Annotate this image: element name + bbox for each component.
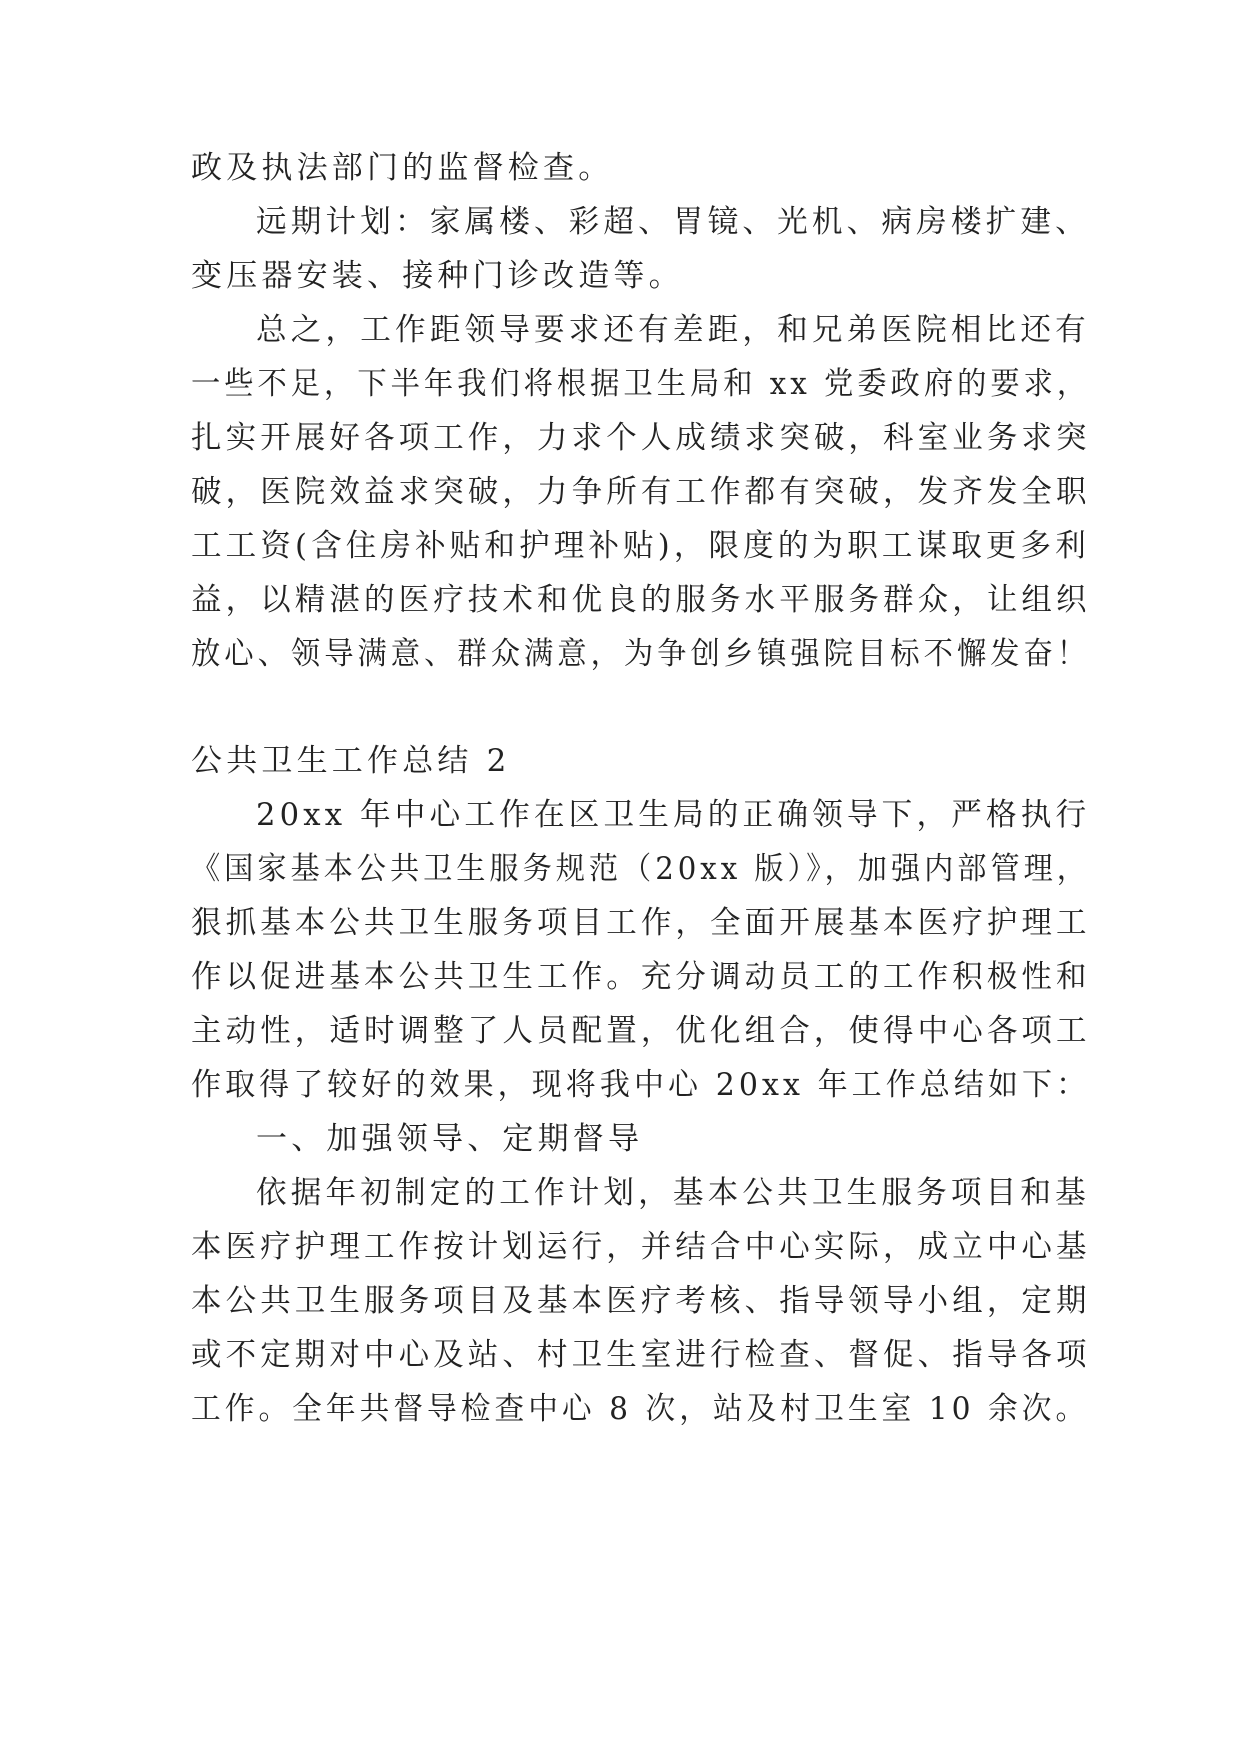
paragraph-line: 20xx 年中心工作在区卫生局的正确领导下，严格执行 — [256, 797, 1091, 833]
paragraph-line: 一些不足，下半年我们将根据卫生局和 xx 党委政府的要求， — [191, 366, 1091, 402]
paragraph-line: 或不定期对中心及站、村卫生室进行检查、督促、指导各项 — [191, 1337, 1091, 1373]
paragraph-line: 政及执法部门的监督检查。 — [191, 150, 614, 186]
paragraph-line: 依据年初制定的工作计划，基本公共卫生服务项目和基 — [256, 1175, 1090, 1211]
paragraph-line: 破，医院效益求突破，力争所有工作都有突破，发齐发全职 — [191, 474, 1091, 510]
paragraph-line: 主动性，适时调整了人员配置，优化组合，使得中心各项工 — [191, 1013, 1091, 1049]
subheading: 一、加强领导、定期督导 — [256, 1121, 644, 1157]
paragraph-line: 变压器安装、接种门诊改造等。 — [191, 258, 684, 294]
paragraph-line: 工作。全年共督导检查中心 8 次，站及村卫生室 10 余次。 — [191, 1391, 1090, 1427]
paragraph-line: 扎实开展好各项工作，力求个人成绩求突破，科室业务求突 — [191, 420, 1091, 456]
paragraph-line: 本公共卫生服务项目及基本医疗考核、指导领导小组，定期 — [191, 1283, 1091, 1319]
paragraph-line: 放心、领导满意、群众满意，为争创乡镇强院目标不懈发奋！ — [191, 636, 1091, 672]
paragraph-line: 远期计划：家属楼、彩超、胃镜、光机、病房楼扩建、 — [256, 204, 1090, 240]
paragraph-line: 狠抓基本公共卫生服务项目工作，全面开展基本医疗护理工 — [191, 905, 1091, 941]
paragraph-line: 本医疗护理工作按计划运行，并结合中心实际，成立中心基 — [191, 1229, 1091, 1265]
paragraph-line: 总之，工作距领导要求还有差距，和兄弟医院相比还有 — [256, 312, 1090, 348]
paragraph-line: 益，以精湛的医疗技术和优良的服务水平服务群众，让组织 — [191, 582, 1091, 618]
section-title: 公共卫生工作总结 2 — [191, 743, 511, 779]
paragraph-line: 《国家基本公共卫生服务规范（20xx 版）》，加强内部管理， — [191, 851, 1090, 887]
paragraph-line: 工工资(含住房补贴和护理补贴)，限度的为职工谋取更多利 — [191, 528, 1090, 564]
paragraph-line: 作取得了较好的效果，现将我中心 20xx 年工作总结如下： — [191, 1067, 1091, 1103]
paragraph-line: 作以促进基本公共卫生工作。充分调动员工的工作积极性和 — [191, 959, 1091, 995]
